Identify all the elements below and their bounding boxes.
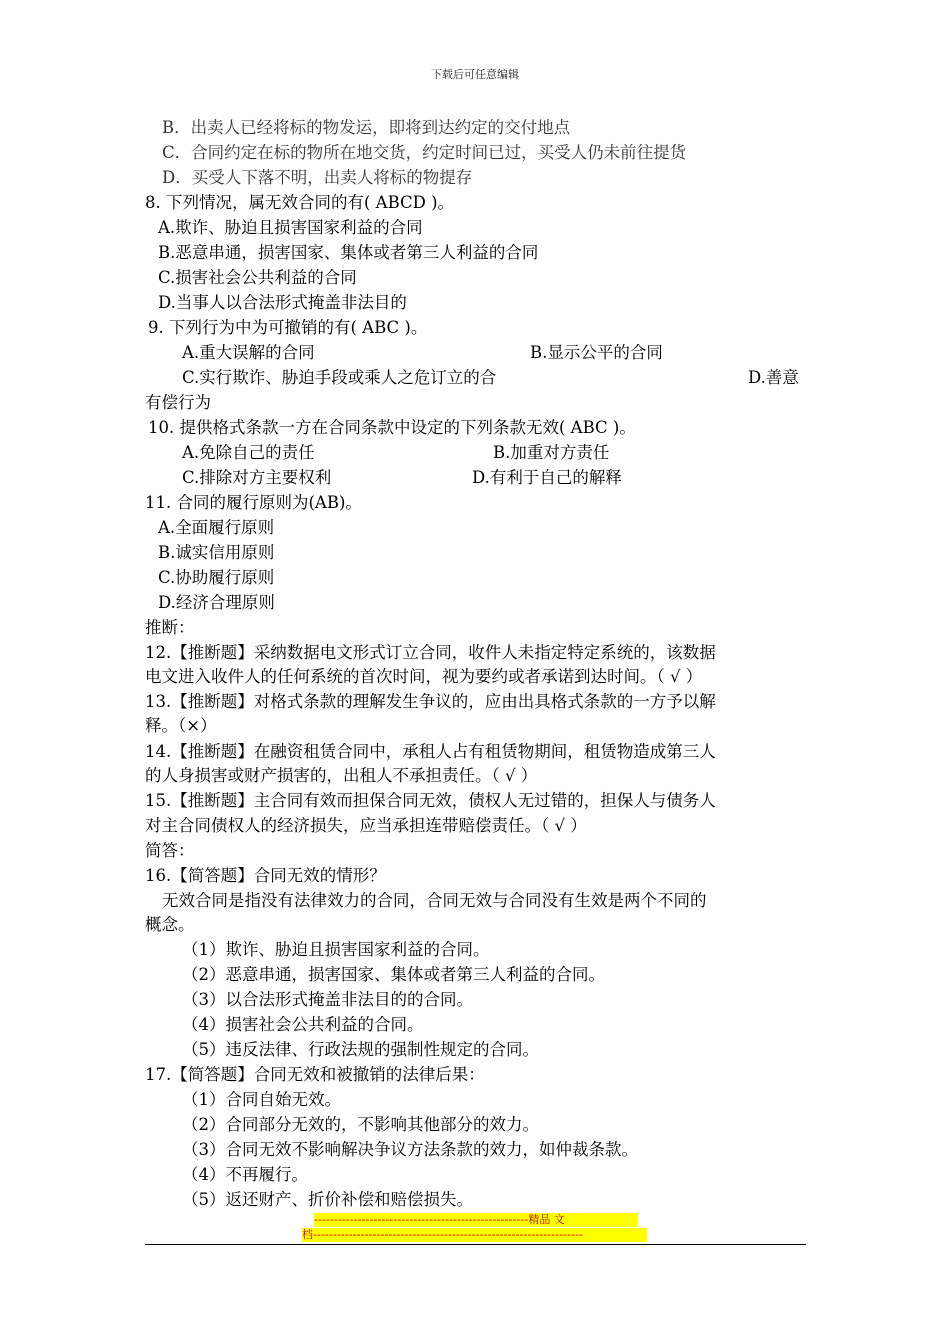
page-header: 下载后可任意编辑 <box>431 68 519 81</box>
text-line: 12.【推断题】采纳数据电文形式订立合同，收件人未指定特定系统的，该数据 <box>145 643 716 662</box>
text-line: 16.【简答题】合同无效的情形？ <box>145 866 386 885</box>
text-line: B．出卖人已经将标的物发运，即将到达约定的交付地点 <box>162 118 571 137</box>
text-line: 推断： <box>145 618 195 637</box>
text-line: B.诚实信用原则 <box>158 543 275 562</box>
text-line: A.全面履行原则 <box>158 518 275 537</box>
text-line: A.重大误解的合同 <box>182 343 315 362</box>
text-line: 概念。 <box>145 915 195 934</box>
text-line: （2）恶意串通，损害国家、集体或者第三人利益的合同。 <box>182 965 605 984</box>
text-line: （4）不再履行。 <box>182 1165 308 1184</box>
text-line: 的人身损害或财产损害的，出租人不承担责任。（ √ ） <box>145 766 538 785</box>
text-line: 释。（×） <box>145 716 217 735</box>
text-line: （1）合同自始无效。 <box>182 1090 341 1109</box>
text-line: 14.【推断题】在融资租赁合同中，承租人占有租赁物期间，租赁物造成第三人 <box>145 742 716 761</box>
text-line: D.当事人以合法形式掩盖非法目的 <box>158 293 407 312</box>
text-line: D.善意 <box>748 368 799 387</box>
text-line: 对主合同债权人的经济损失，应当承担连带赔偿责任。（ √ ） <box>145 816 587 835</box>
text-line: C.实行欺诈、胁迫手段或乘人之危订立的合 <box>182 368 497 387</box>
text-line: （1）欺诈、胁迫且损害国家利益的合同。 <box>182 940 490 959</box>
text-line: 15.【推断题】主合同有效而担保合同无效，债权人无过错的，担保人与债务人 <box>145 791 716 810</box>
text-line: （5）违反法律、行政法规的强制性规定的合同。 <box>182 1040 539 1059</box>
text-line: 无效合同是指没有法律效力的合同，合同无效与合同没有生效是两个不同的 <box>162 891 707 910</box>
footer-watermark-line1: ------------------------------------------------------精品 文 <box>314 1213 638 1227</box>
text-line: C.排除对方主要权利 <box>182 468 332 487</box>
text-line: 10. 提供格式条款一方在合同条款中设定的下列条款无效( ABC )。 <box>148 418 636 437</box>
text-line: 8. 下列情况，属无效合同的有( ABCD )。 <box>145 193 455 212</box>
text-line: B.加重对方责任 <box>493 443 610 462</box>
text-line: （3）合同无效不影响解决争议方法条款的效力，如仲裁条款。 <box>182 1140 638 1159</box>
text-line: 电文进入收件人的任何系统的首次时间，视为要约或者承诺到达时间。（ √ ） <box>145 667 703 686</box>
text-line: 13.【推断题】对格式条款的理解发生争议的，应由出具格式条款的一方予以解 <box>145 692 716 711</box>
text-line: D.经济合理原则 <box>158 593 275 612</box>
text-line: C.损害社会公共利益的合同 <box>158 268 357 287</box>
text-line: （2）合同部分无效的，不影响其他部分的效力。 <box>182 1115 539 1134</box>
text-line: D．买受人下落不明，出卖人将标的物提存 <box>162 168 473 187</box>
text-line: B.恶意串通，损害国家、集体或者第三人利益的合同 <box>158 243 539 262</box>
text-line: A.欺诈、胁迫且损害国家利益的合同 <box>158 218 423 237</box>
text-line: （3）以合法形式掩盖非法目的的合同。 <box>182 990 473 1009</box>
text-line: D.有利于自己的解释 <box>472 468 622 487</box>
text-line: 9. 下列行为中为可撤销的有( ABC )。 <box>148 318 428 337</box>
footer-rule <box>145 1244 806 1245</box>
text-line: （5）返还财产、折价补偿和赔偿损失。 <box>182 1190 473 1209</box>
text-line: 有偿行为 <box>145 393 211 412</box>
text-line: 简答： <box>145 841 195 860</box>
text-line: （4）损害社会公共利益的合同。 <box>182 1015 424 1034</box>
text-line: C．合同约定在标的物所在地交货，约定时间已过，买受人仍未前往提货 <box>162 143 687 162</box>
text-line: A.免除自己的责任 <box>182 443 315 462</box>
text-line: B.显示公平的合同 <box>530 343 663 362</box>
text-line: 17.【简答题】合同无效和被撤销的法律后果： <box>145 1065 485 1084</box>
footer-watermark-line2: 档-------------------------------------------------------------------- <box>302 1228 647 1242</box>
text-line: C.协助履行原则 <box>158 568 275 587</box>
text-line: 11. 合同的履行原则为(AB)。 <box>145 493 362 512</box>
